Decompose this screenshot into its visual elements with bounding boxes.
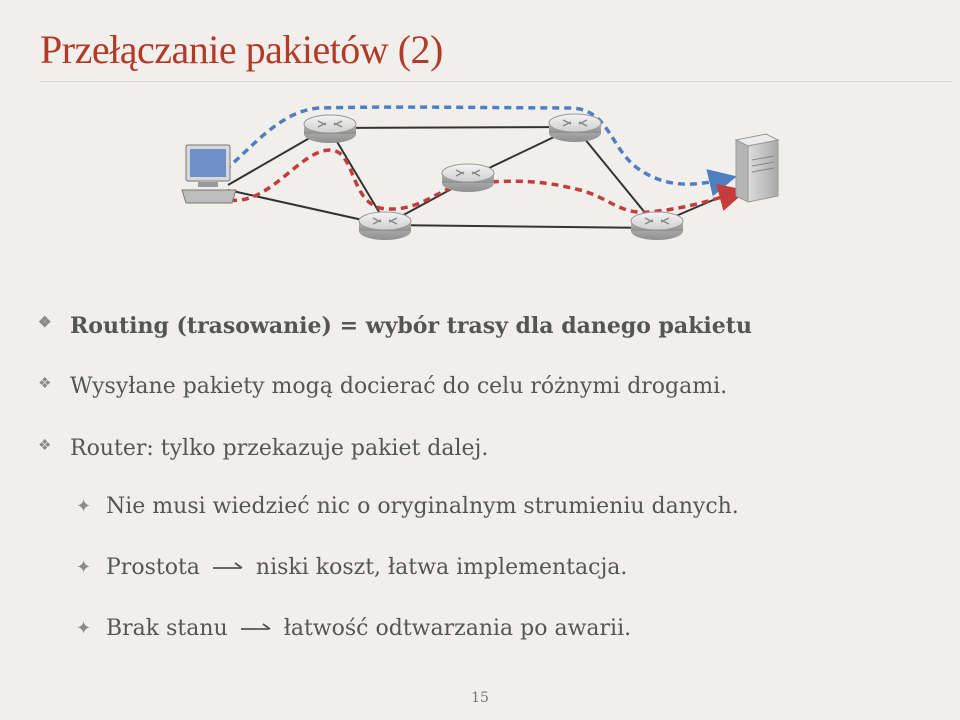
- right-arrow-icon: [211, 561, 245, 575]
- bullet-item: [38, 436, 489, 461]
- computer-icon: [182, 145, 236, 203]
- router-icon: [304, 115, 356, 143]
- diamond-bullet-icon: ❖: [38, 436, 52, 454]
- network-diagram: [0, 0, 960, 300]
- slide-title: Przełączanie pakietów (2): [40, 27, 443, 72]
- bullet-item: [38, 313, 752, 339]
- sub-bullet-right: niski koszt, łatwa implementacja.: [255, 555, 628, 580]
- sub-bullet-item: [76, 616, 632, 641]
- sub-bullet-text: Nie musi wiedzieć nic o oryginalnym strumieniu danych.: [106, 494, 739, 519]
- right-arrow-icon: [239, 622, 273, 636]
- router-icon: [442, 164, 494, 192]
- star-bullet-icon: ✦: [76, 618, 92, 639]
- sub-bullet-left: Prostota: [106, 555, 200, 580]
- bullet-text: Wysyłane pakiety mogą docierać do celu różnymi drogami.: [70, 374, 728, 399]
- server-icon: [736, 134, 778, 202]
- bullet-item: [38, 374, 728, 399]
- sub-bullet-item: [76, 494, 739, 519]
- bullet-text: Router: tylko przekazuje pakiet dalej.: [70, 436, 489, 461]
- sub-bullet-item: [76, 555, 628, 580]
- router-icon: [359, 212, 411, 240]
- router-icon: [549, 114, 601, 142]
- star-bullet-icon: ✦: [76, 557, 92, 578]
- sub-bullet-right: łatwość odtwarzania po awarii.: [283, 616, 632, 641]
- router-icon: [631, 212, 683, 240]
- page-number: 15: [471, 690, 489, 706]
- bullet-text: Routing (trasowanie) = wybór trasy dla danego pakietu: [70, 313, 752, 339]
- diamond-bullet-icon: ❖: [38, 374, 52, 392]
- star-bullet-icon: ✦: [76, 496, 92, 517]
- sub-bullet-left: Brak stanu: [106, 616, 228, 641]
- link-r2-r5: [385, 225, 655, 228]
- link-r1-r3: [330, 127, 575, 128]
- diamond-bullet-icon: ❖: [38, 313, 52, 331]
